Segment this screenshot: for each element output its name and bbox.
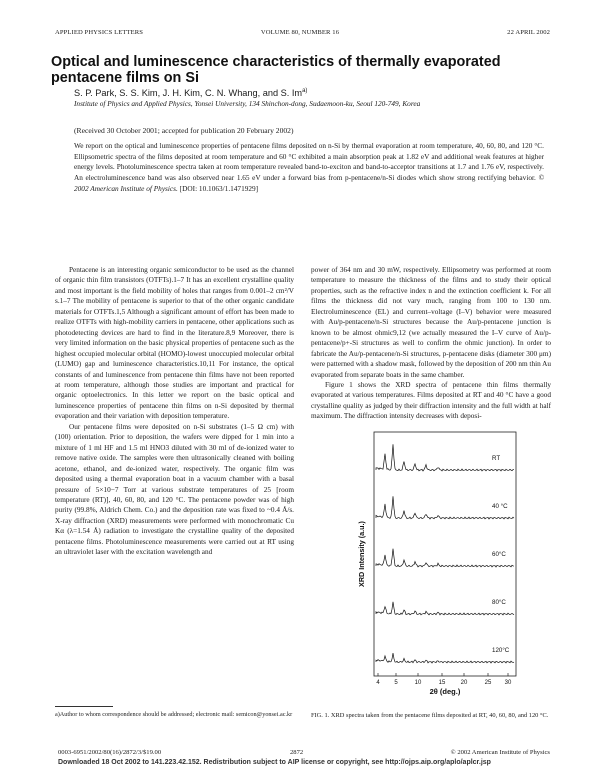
xrd-figure	[352, 430, 520, 698]
x-tick-label: 15	[438, 680, 446, 686]
footnote-rule	[55, 706, 113, 707]
body-left-column	[55, 265, 294, 558]
y-axis-label: XRD Intensity (a.u.)	[357, 521, 366, 587]
curve-label: 120°C	[492, 647, 510, 654]
x-tick-label: 4	[376, 680, 380, 686]
paragraph: Pentacene is an interesting organic semiconductor to be used as the channel of organic thin film transistors (OTFTs).1–7 It has an excellent crystalline quality and most important is the field mobility of holes that ranges from 0.001–2 cm²/V s.1–7 The mobility of pentacene is superior to that of the other organic candidate materials for OTFTs.1,5 Although a significant amount of effort has been made to realize OTFTs with high-mobility carriers in pentacene, other applications such as photodetecting devices are hard to find in the literature.8,9 Moreover, there is very limited information on the basic physical properties of pentacene such as the highest occupied molecular orbital (HOMO)-lowest unoccupied molecular orbital (LUMO) gap and luminescence characteristics.10,11 For instance, the optical constants of and luminescence from pentacene thin films have not been reported at room temperature, although those studies are important and practical for organic optoelectronics. In this letter we report on the basic optical and luminescence properties of pentacene thin films on n-Si deposited by thermal evaporation and their variation with deposition temperature.	[55, 266, 294, 421]
abstract	[74, 141, 544, 195]
abstract-copyright: © 2002 American Institute of Physics.	[74, 173, 544, 193]
affiliation: Institute of Physics and Applied Physics, Yonsei University, 134 Shinchon-dong, Sudaemoon-ku, Seoul 120-749, Korea	[74, 99, 421, 108]
x-axis-ticks	[376, 673, 512, 686]
received-date: (Received 30 October 2001; accepted for publication 20 February 2002)	[74, 126, 294, 135]
issue-date: 22 APRIL 2002	[507, 29, 550, 36]
xrd-trace	[376, 653, 514, 663]
x-tick-label: 10	[414, 680, 422, 686]
paragraph: Figure 1 shows the XRD spectra of pentacene thin films thermally evaporated at various temperatures. Films deposited at RT and 40 °C have a good crystalline quality as judged by their diffraction intensity and the full width at half maximum. The diffraction intensity decreases with deposi-	[311, 380, 551, 421]
paper-title: Optical and luminescence characteristics of thermally evaporated pentacene films on Si	[51, 54, 501, 86]
paragraph: Our pentacene films were deposited on n-Si substrates (1–5 Ω cm) with (100) orientation. Prior to deposition, the wafers were dipped for 1 min into a mixture of 1 ml HF and 1.5 ml HNO3 diluted with 30 ml of de-ionized water to remove native oxide. The samples were then ultrasonically cleaned with boiling acetone, ethanol, and de-ionized water, respectively. The organic film was deposited using a thermal evaporation boat in a vacuum chamber with a basal pressure of 5×10−7 Torr at various substrate temperatures of 25 [room temperature (RT)], 40, 60, 80, and 120 °C. The pentacene powder was of high purity (99.8%, Aldrich Chem. Co.) and the deposition rate was fixed to ~0.4 Å/s. X-ray diffraction (XRD) measurements were performed with monochromatic Cu Kα (λ=1.54 Å) radiation to investigate the crystalline quality of the deposited pentacene films. Photoluminescence measurements were carried out at RT using an ultraviolet laser with the excitation wavelength and	[55, 422, 294, 557]
figure-caption: FIG. 1. XRD spectra taken from the pentacene films deposited at RT, 40, 60, 80, and 120 °C.	[311, 712, 549, 719]
abstract-text: We report on the optical and luminescence properties of pentacene films deposited on n-Si by thermal evaporation at room temperature, 40, 60, 80, and 120 °C. Ellipsometric spectra of the films deposited at room temperature and 60 °C exhibited a main absorption peak at 1.82 eV and additional weak features at higher energy levels. Photoluminescence spectra taken at room temperature revealed band-to-exciton and band-to-acceptor transitions at 1.7 and 1.76 eV, respectively. An electroluminescence band was also observed near 1.65 eV under a forward bias from p-pentacene/n-Si diodes which show strong rectifying behavior.	[74, 141, 544, 183]
volume-number: VOLUME 80, NUMBER 16	[260, 29, 340, 36]
download-notice: Downloaded 18 Oct 2002 to 141.223.42.152. Redistribution subject to AIP license or copyright, see http://ojps.aip.org/aplo/aplcr.jsp	[58, 759, 491, 766]
x-axis-label: 2θ (deg.)	[429, 687, 461, 696]
author-list	[74, 88, 307, 98]
curve-label: 40 °C	[492, 503, 508, 510]
page-number: 2872	[290, 749, 304, 756]
body-right-column	[311, 265, 551, 422]
journal-name: APPLIED PHYSICS LETTERS	[55, 29, 144, 36]
curve-label: 60°C	[492, 551, 506, 558]
corresponding-author-footnote: a)Author to whom correspondence should be addressed; electronic mail: semicon@yonsei.ac.kr	[55, 711, 293, 718]
author-names: S. P. Park, S. S. Kim, J. H. Kim, C. N. Whang, and S. Im	[74, 88, 303, 99]
curve-label: RT	[492, 455, 501, 462]
paragraph: power of 364 nm and 30 mW, respectively. Ellipsometry was performed at room temperature to measure the thickness of the films and to study their optical properties, such as the refractive index n and the extinction coefficient k. For all films the thickness did not vary much, ranging from 100 to 130 nm. Electroluminescence (EL) and current–voltage (I–V) behavior were measured with Au/p-pentacene/n-Si structures because the Au/p-pentacene junction is known to be almost ohmic9,12 (we actually measured the I–V curve of Au/p-pentacene/p+-Si structures as well to confirm the ohmic junction). In order to fabricate the Au/p-pentacene/n-Si structures, p-pentacene disks (diameter 300 μm) were patterned with a shadow mask, followed by the deposition of 200 nm thin Au evaporated from separate boats in the same chamber.	[311, 266, 551, 379]
curve-label: 80°C	[492, 599, 506, 606]
x-tick-label: 30	[504, 680, 512, 686]
x-tick-label: 20	[460, 680, 468, 686]
curve-labels	[492, 455, 510, 654]
footer-copyright: © 2002 American Institute of Physics	[450, 749, 550, 756]
x-tick-label: 5	[394, 680, 398, 686]
x-tick-label: 25	[484, 680, 492, 686]
article-code: 0003-6951/2002/80(16)/2872/3/$19.00	[58, 749, 162, 756]
doi-link[interactable]: [DOI: 10.1063/1.1471929]	[179, 183, 259, 193]
author-footnote-mark: a)	[302, 88, 308, 94]
